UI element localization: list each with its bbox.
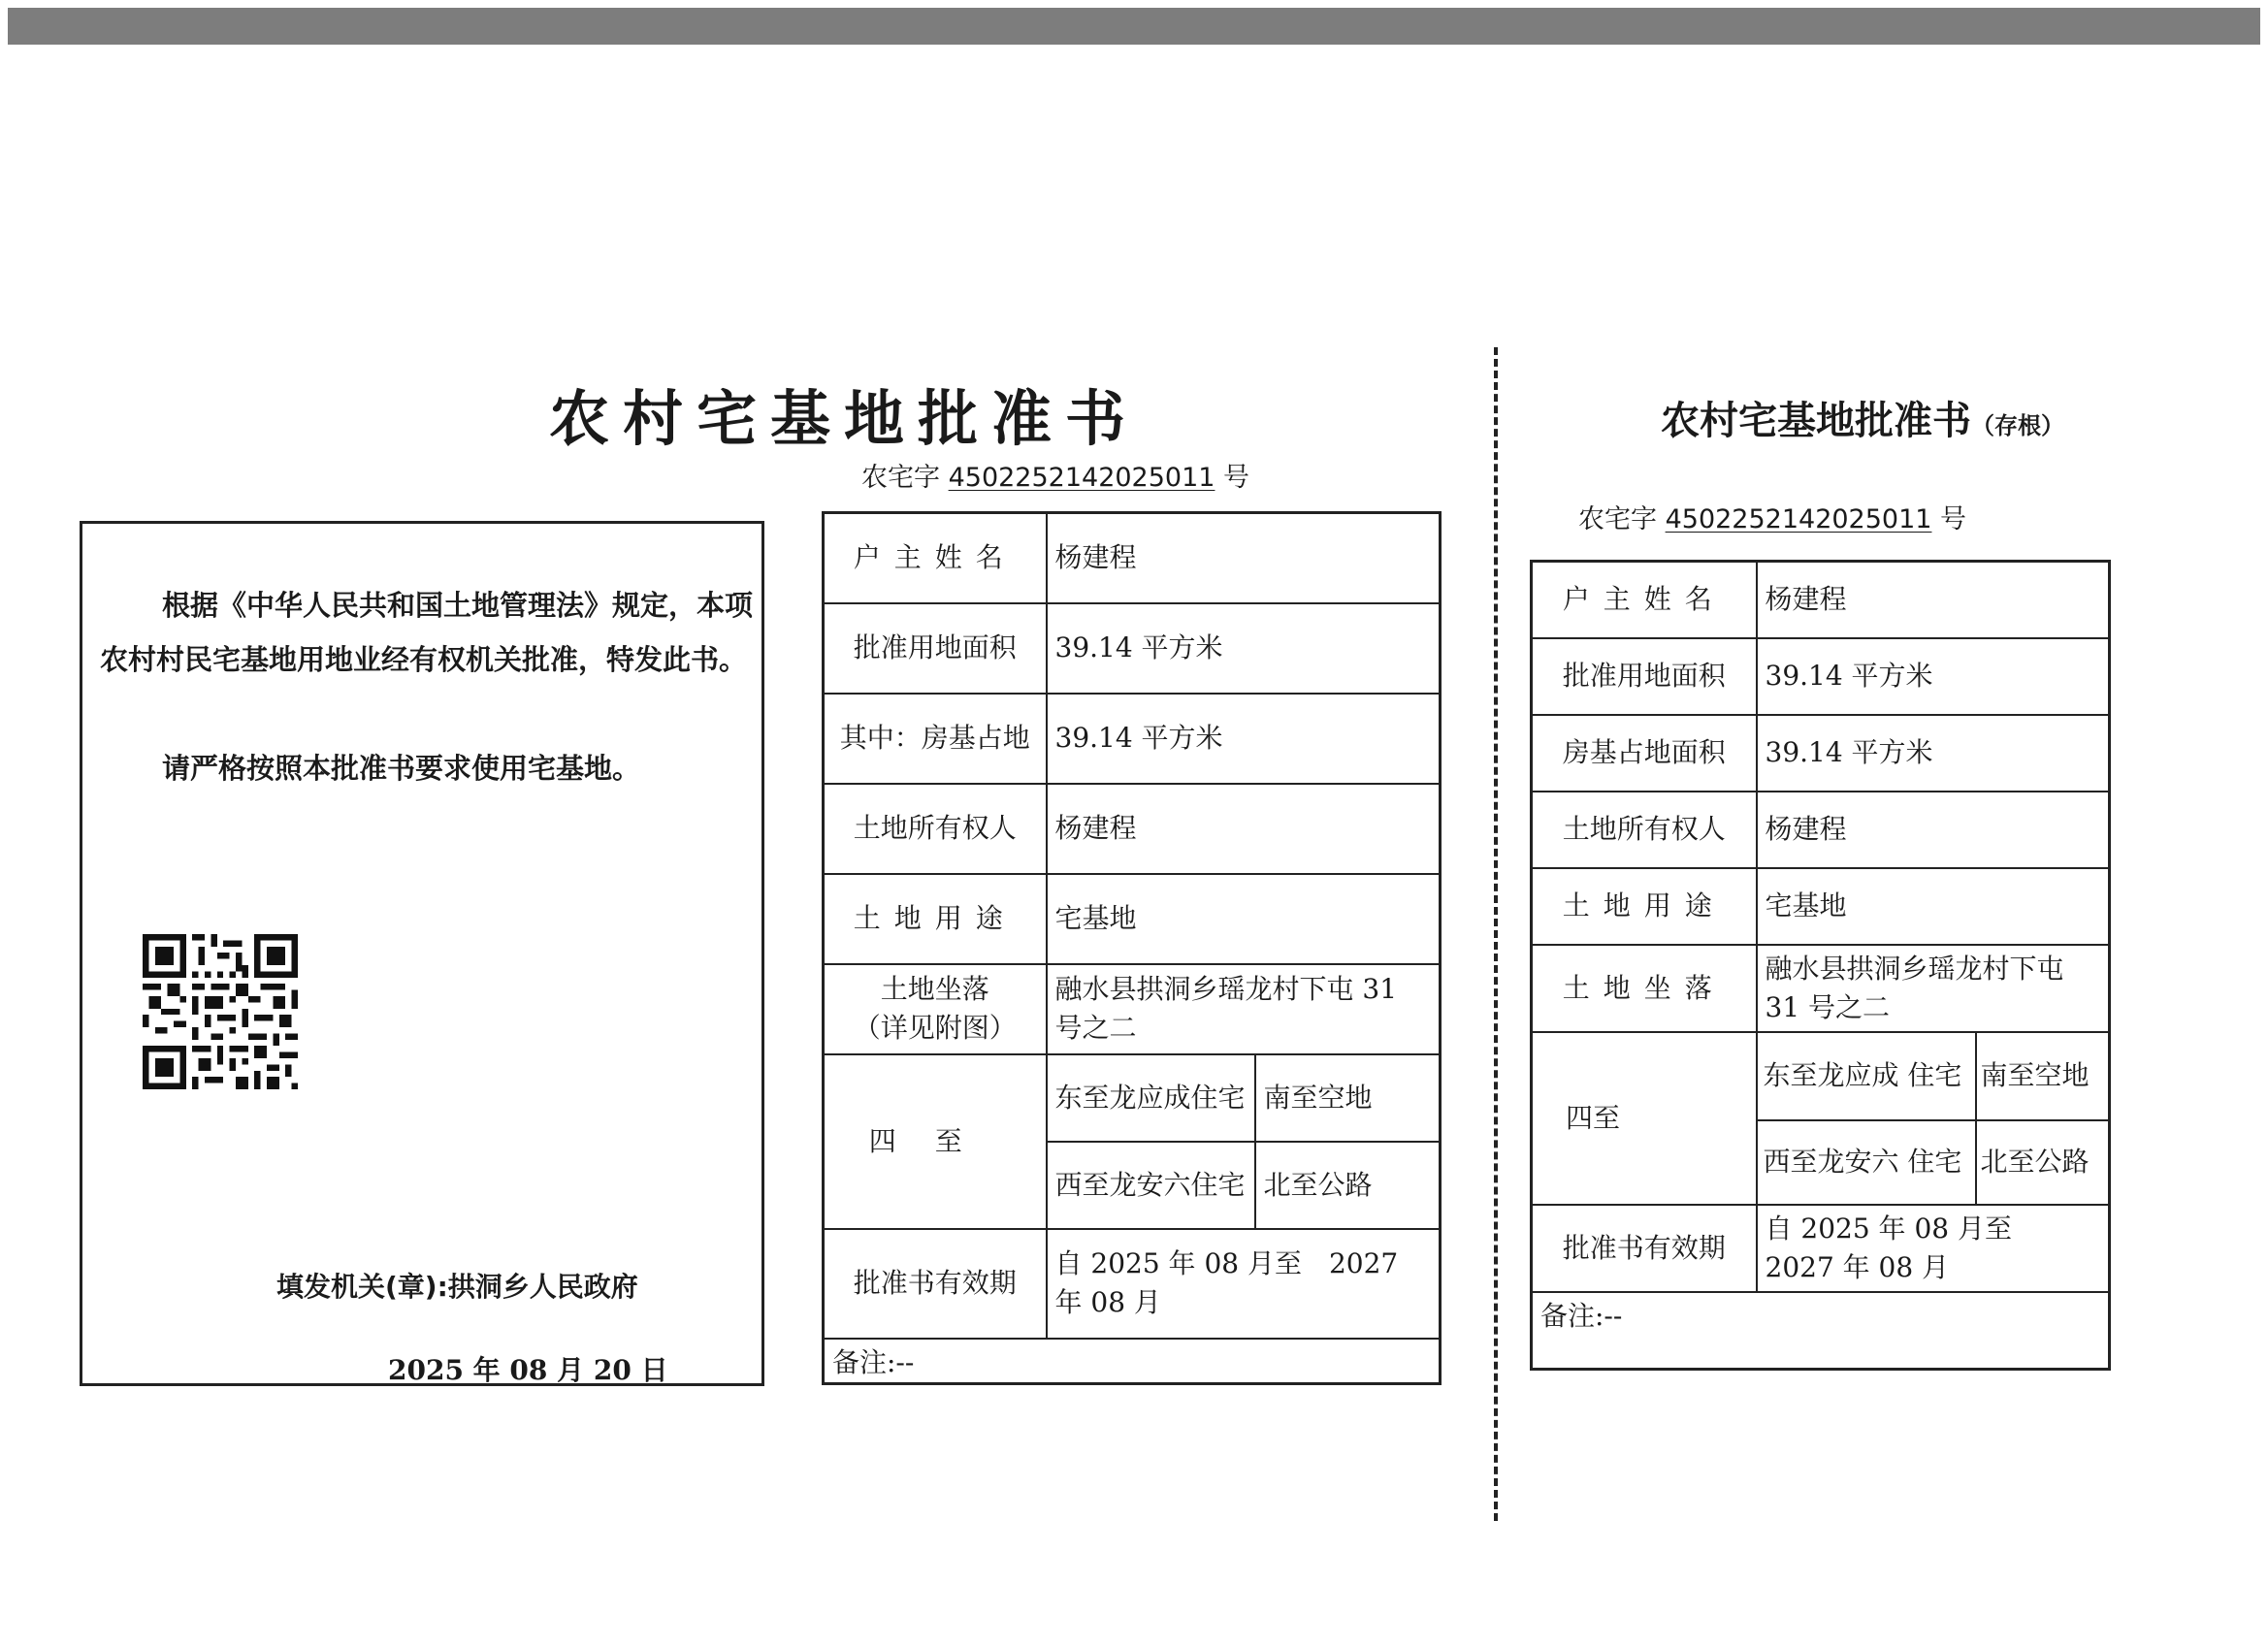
stub-boundary-west: 西至龙安六 住宅	[1758, 1121, 1977, 1204]
owner-name-value: 杨建程	[1047, 513, 1441, 603]
table-row	[824, 694, 1441, 784]
stub-title: 农村宅基地批准书	[1661, 398, 1971, 443]
approved-area-value: 39.14 平方米	[1047, 603, 1441, 694]
land-location-value: 融水县拱洞乡瑶龙村下屯 31 号之二	[1047, 964, 1441, 1054]
table-row	[824, 1054, 1441, 1142]
land-location-sublabel: （详见附图）	[853, 1012, 1017, 1044]
land-location-label: 土地坐落	[880, 973, 989, 1005]
table-row	[824, 964, 1441, 1054]
main-title: 农村宅基地批准书	[548, 383, 1139, 454]
main-serial-prefix: 农宅字	[861, 463, 940, 493]
scan-top-bar	[8, 8, 2260, 45]
stub-validity-label: 批准书有效期	[1532, 1205, 1757, 1292]
issue-date: 2025 年 08 月 20 日	[388, 1354, 668, 1386]
validity-label: 批准书有效期	[824, 1229, 1047, 1339]
stub-boundary-row-west-north	[1757, 1120, 2110, 1205]
table-row	[1532, 1205, 2110, 1292]
stub-validity-value: 自 2025 年 08 月至 2027 年 08 月	[1757, 1205, 2110, 1292]
table-row	[1532, 792, 2110, 868]
stub-land-owner-value: 杨建程	[1757, 792, 2110, 868]
stub-boundaries-label: 四至	[1532, 1032, 1757, 1205]
stub-building-area-label: 房基占地面积	[1532, 715, 1757, 792]
stub-serial-number: 4502252142025011	[1665, 504, 1932, 534]
table-row	[1532, 868, 2110, 945]
boundary-west: 西至龙安六住宅	[1047, 1142, 1255, 1229]
issuing-authority: 填发机关(章):拱洞乡人民政府	[276, 1271, 638, 1303]
main-serial-line	[861, 456, 1249, 494]
main-serial-suffix: 号	[1223, 463, 1250, 493]
qr-code-icon	[143, 934, 298, 1089]
owner-name-label: 户主姓名	[824, 513, 1047, 603]
stub-boundary-east: 东至龙应成 住宅	[1758, 1033, 1977, 1119]
land-owner-value: 杨建程	[1047, 784, 1441, 874]
main-approval-table	[822, 511, 1442, 1385]
stub-remarks: 备注:--	[1532, 1292, 2110, 1370]
stub-approved-area-label: 批准用地面积	[1532, 638, 1757, 715]
table-row	[1532, 562, 2110, 638]
statement-paragraph-2: 请严格按照本批准书要求使用宅基地。	[162, 752, 641, 785]
stub-land-owner-label: 土地所有权人	[1532, 792, 1757, 868]
table-row	[1532, 945, 2110, 1032]
stub-land-location-label: 土地坐落	[1532, 945, 1757, 1032]
stub-land-use-value: 宅基地	[1757, 868, 2110, 945]
land-use-value: 宅基地	[1047, 874, 1441, 964]
table-row	[824, 513, 1441, 603]
stub-land-location-value: 融水县拱洞乡瑶龙村下屯 31 号之二	[1757, 945, 2110, 1032]
stub-owner-name-label: 户主姓名	[1532, 562, 1757, 638]
table-row	[1532, 1032, 2110, 1120]
building-area-value: 39.14 平方米	[1047, 694, 1441, 784]
boundaries-label: 四至	[824, 1054, 1047, 1229]
stub-building-area-value: 39.14 平方米	[1757, 715, 2110, 792]
stub-title-suffix: （存根）	[1971, 411, 2064, 439]
stub-approval-table	[1530, 560, 2111, 1371]
main-serial-number: 4502252142025011	[948, 463, 1215, 493]
stub-boundary-north: 北至公路	[1980, 1146, 2090, 1178]
table-row	[1532, 638, 2110, 715]
stub-boundary-row-east-south	[1757, 1032, 2110, 1120]
validity-value: 自 2025 年 08 月至 2027 年 08 月	[1047, 1229, 1441, 1339]
table-row	[824, 1339, 1441, 1384]
stub-serial-prefix: 农宅字	[1578, 504, 1657, 534]
land-location-label-cell	[824, 964, 1047, 1054]
table-row	[1532, 1292, 2110, 1370]
remarks: 备注:--	[824, 1339, 1441, 1384]
boundary-east: 东至龙应成住宅	[1047, 1054, 1255, 1142]
stub-approved-area-value: 39.14 平方米	[1757, 638, 2110, 715]
table-row	[824, 874, 1441, 964]
stub-land-use-label: 土地用途	[1532, 868, 1757, 945]
land-use-label: 土地用途	[824, 874, 1047, 964]
table-row	[824, 603, 1441, 694]
boundary-south: 南至空地	[1255, 1054, 1441, 1142]
statement-paragraph-1: 根据《中华人民共和国土地管理法》规定，本项农村村民宅基地用地业经有权机关批准，特发此书。	[100, 589, 754, 676]
land-owner-label: 土地所有权人	[824, 784, 1047, 874]
table-row	[1532, 715, 2110, 792]
boundary-north: 北至公路	[1255, 1142, 1441, 1229]
stub-title-line	[1661, 390, 2064, 445]
stub-owner-name-value: 杨建程	[1757, 562, 2110, 638]
stub-serial-suffix: 号	[1940, 504, 1967, 534]
table-row	[824, 784, 1441, 874]
tear-off-divider	[1494, 347, 1498, 1521]
table-row	[824, 1229, 1441, 1339]
building-area-label: 其中：房基占地	[824, 694, 1047, 784]
stub-serial-line	[1578, 498, 1966, 535]
approved-area-label: 批准用地面积	[824, 603, 1047, 694]
stub-boundary-south: 南至空地	[1980, 1059, 2090, 1091]
approval-statement-box	[80, 521, 764, 1386]
